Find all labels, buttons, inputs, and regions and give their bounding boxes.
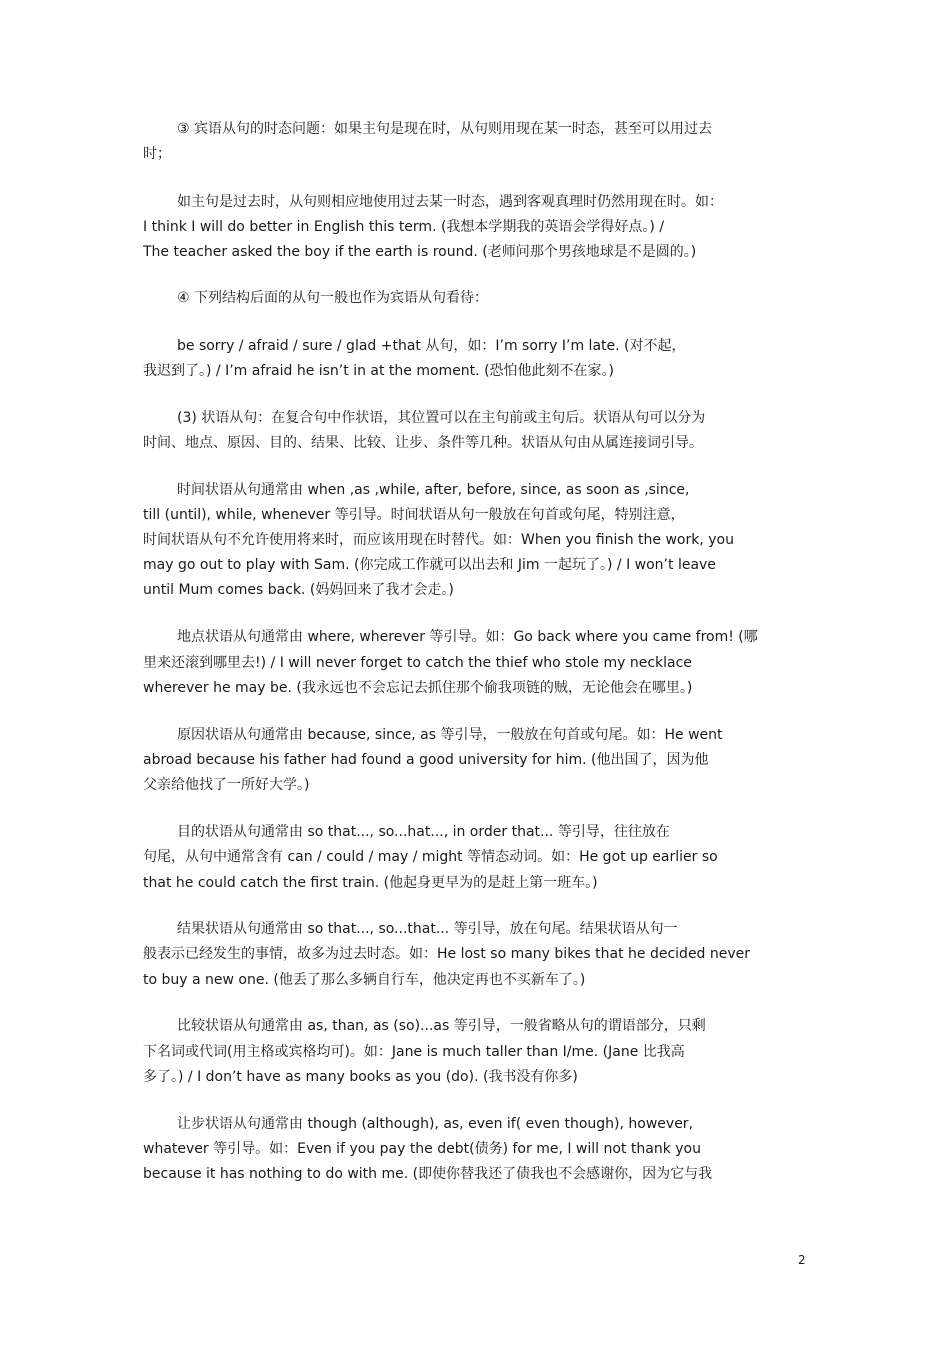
text-line: 地点状语从句通常由 where, wherever 等引导。如：Go back where you came from! (哪 [177,629,758,645]
text-line: till (until), while, whenever 等引导。时间状语从句一般放在句首或句尾，特别注意， [143,507,685,523]
text-line: 目的状语从句通常由 so that..., so...hat..., in order that... 等引导，往往放在 [177,824,670,840]
text-line: 时间状语从句不允许使用将来时，而应该用现在时替代。如：When you finish the work, you [143,532,734,548]
text-line: 时间状语从句通常由 when ,as ,while, after, before, since, as soon as ,since, [177,482,690,498]
text-line: whatever 等引导。如：Even if you pay the debt(债务) for me, I will not thank you [143,1141,701,1157]
text-line: 父亲给他找了一所好大学。) [143,777,310,793]
text-line: 下名词或代词(用主格或宾格均可)。如：Jane is much taller than I/me. (Jane 比我高 [143,1044,685,1060]
text-line: may go out to play with Sam. (你完成工作就可以出去和 Jim 一起玩了。) / I won’t leave [143,557,716,573]
text-line: 原因状语从句通常由 because, since, as 等引导，一般放在句首或句尾。如：He went [177,727,723,743]
text-line: 我迟到了。) / I’m afraid he isn’t in at the moment. (恐怕他此刻不在家。) [143,363,614,379]
text-line: 比较状语从句通常由 as, than, as (so)...as 等引导，一般省略从句的谓语部分，只剩 [177,1018,706,1034]
text-line: 多了。) / I don’t have as many books as you (do). (我书没有你多) [143,1069,578,1085]
text-line: 如主句是过去时，从句则相应地使用过去某一时态，遇到客观真理时仍然用现在时。如： [177,194,723,210]
text-line: abroad because his father had found a good university for him. (他出国了，因为他 [143,752,709,768]
text-line: until Mum comes back. (妈妈回来了我才会走。) [143,582,454,598]
text-line: ③ 宾语从句的时态问题：如果主句是现在时，从句则用现在某一时态，甚至可以用过去 [177,121,712,137]
text-line: ④ 下列结构后面的从句一般也作为宾语从句看待： [177,290,488,306]
text-line: to buy a new one. (他丢了那么多辆自行车，他决定再也不买新车了。) [143,972,586,988]
text-line: 时； [143,146,171,162]
text-line: 里来还滚到哪里去!) / I will never forget to catch the thief who stole my necklace [143,655,692,671]
text-line: I think I will do better in English this term. (我想本学期我的英语会学得好点。) / [143,219,665,235]
text-line: because it has nothing to do with me. (即使你替我还了债我也不会感谢你，因为它与我 [143,1166,713,1182]
text-line: be sorry / afraid / sure / glad +that 从句，如：I’m sorry I’m late. (对不起， [177,338,686,354]
text-line: 句尾，从句中通常含有 can / could / may / might 等情态动词。如：He got up earlier so [143,849,718,865]
page-number: 2 [798,1253,806,1267]
text-line: that he could catch the first train. (他起身更早为的是赶上第一班车。) [143,875,598,891]
text-line: wherever he may be. (我永远也不会忘记去抓住那个偷我项链的贼，无论他会在哪里。) [143,680,693,696]
text-line: 般表示已经发生的事情，故多为过去时态。如：He lost so many bikes that he decided never [143,946,751,962]
text-line: 时间、地点、原因、目的、结果、比较、让步、条件等几种。状语从句由从属连接词引导。 [143,435,703,451]
text-line: 让步状语从句通常由 though (although), as, even if( even though), however, [177,1116,694,1132]
text-line: The teacher asked the boy if the earth is round. (老师问那个男孩地球是不是圆的。) [143,244,697,260]
text-line: 结果状语从句通常由 so that..., so...that... 等引导，放在句尾。结果状语从句一 [177,921,678,937]
text-line: (3) 状语从句：在复合句中作状语，其位置可以在主句前或主句后。状语从句可以分为 [177,410,706,426]
